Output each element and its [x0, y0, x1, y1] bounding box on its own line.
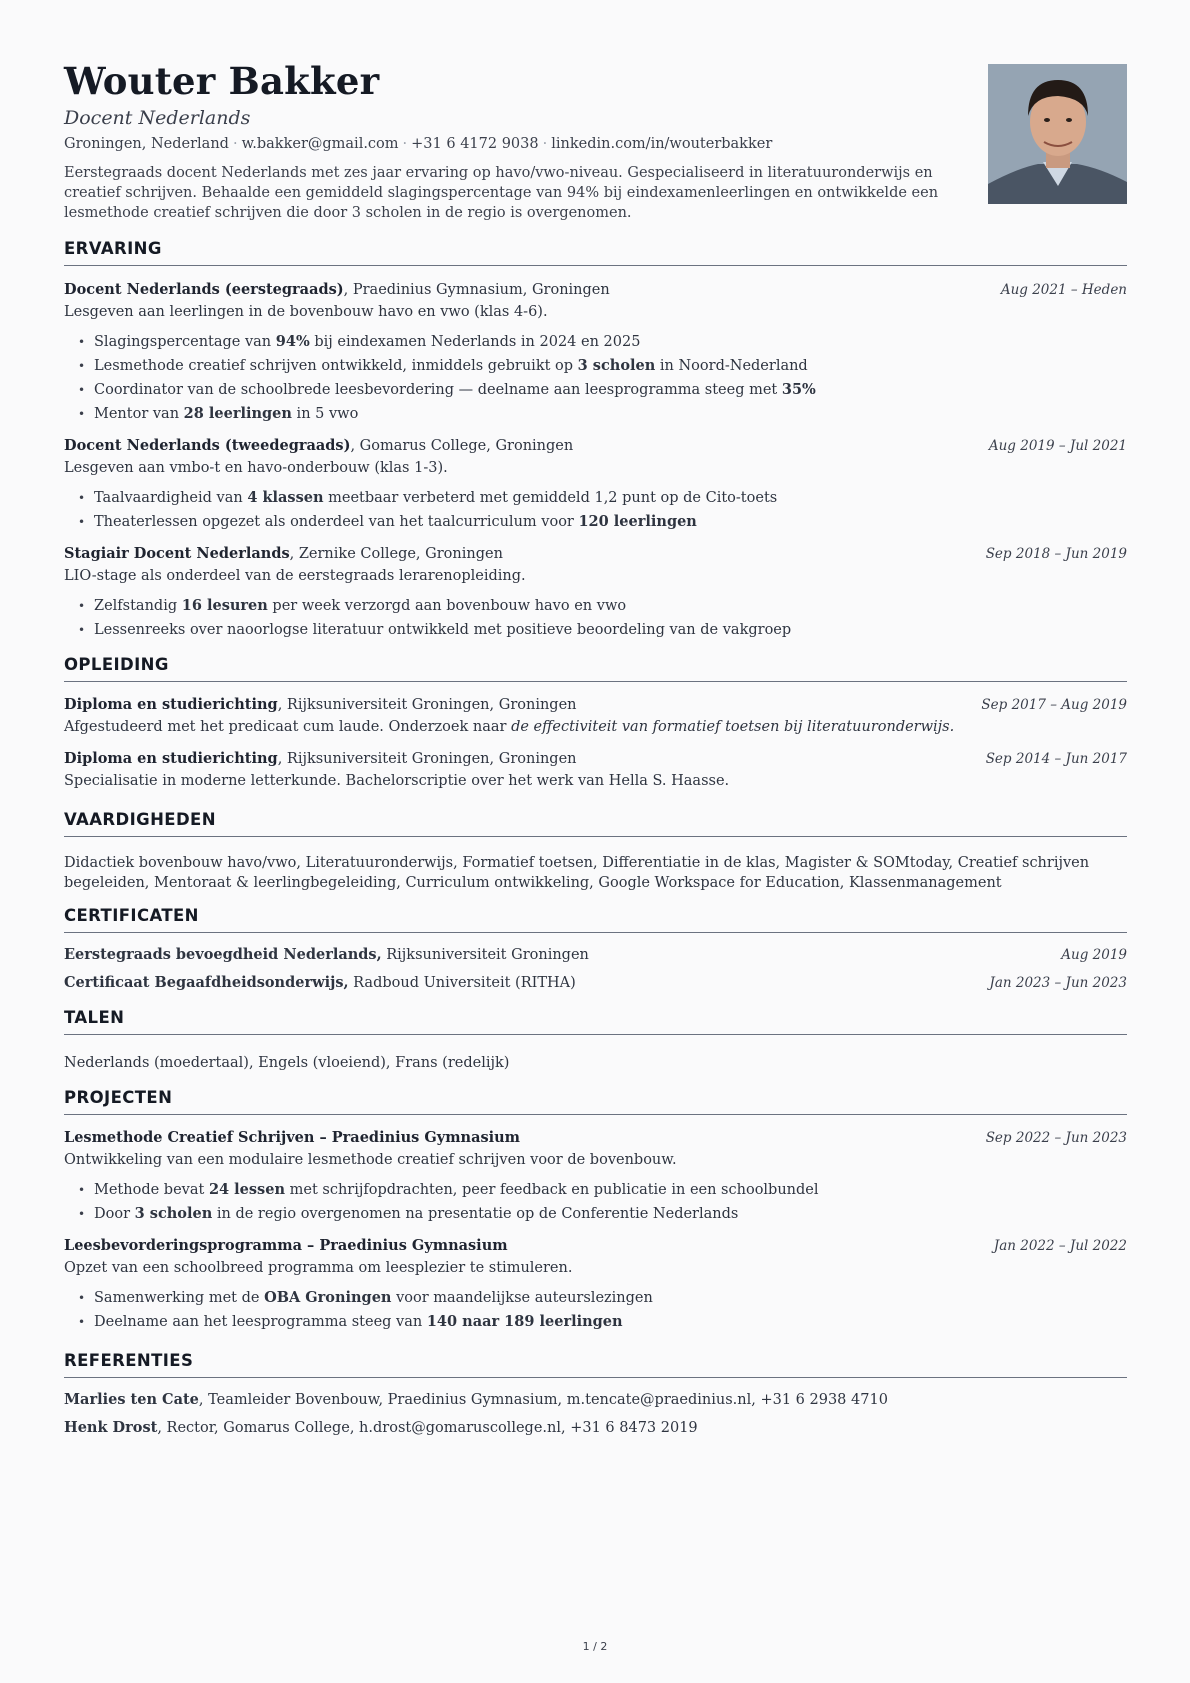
bullet-item: • Samenwerking met de OBA Groningen voor maandelijkse auteurslezingen: [78, 1286, 1127, 1310]
job-date: Aug 2021 – Heden: [1000, 282, 1127, 298]
projects-heading: PROJECTEN: [64, 1087, 1127, 1115]
job-description: LIO-stage als onderdeel van de eerstegraads lerarenopleiding.: [64, 568, 526, 584]
education-description: Afgestudeerd met het predicaat cum laude. Onderzoek naar de effectiviteit van formatief toetsen bij literatuuronderwijs.: [64, 719, 955, 735]
contact-location: Groningen, Nederland: [64, 136, 229, 152]
certificate-entry: Eerstegraads bevoegdheid Nederlands, Rijksuniversiteit Groningen Aug 2019: [64, 946, 1127, 963]
job-description: Lesgeven aan vmbo-t en havo-onderbouw (klas 1-3).: [64, 460, 448, 476]
job-org: , Gomarus College, Groningen: [350, 438, 574, 454]
skills-section: [64, 809, 1127, 893]
resume-header: [64, 60, 1127, 230]
project-title: Leesbevorderingsprogramma – Praedinius Gymnasium: [64, 1237, 508, 1254]
languages-list: Nederlands (moedertaal), Engels (vloeiend), Frans (redelijk): [64, 1055, 510, 1071]
resume-page: [64, 60, 1127, 1438]
certificates-section: [64, 905, 1127, 993]
reference-entry: Henk Drost, Rector, Gomarus College, h.drost@gomaruscollege.nl, +31 6 8473 2019: [64, 1419, 698, 1436]
project-achievements: [64, 1286, 1127, 1334]
references-section: [64, 1350, 1127, 1438]
experience-entry: [64, 280, 1127, 426]
education-entry: [64, 749, 1127, 791]
certificate-date: Jan 2023 – Jun 2023: [989, 975, 1127, 991]
job-title: Docent Nederlands (tweedegraads): [64, 437, 351, 454]
project-description: Opzet van een schoolbreed programma om leesplezier te stimuleren.: [64, 1260, 573, 1276]
education-entry: [64, 695, 1127, 737]
bullet-item: • Lesmethode creatief schrijven ontwikkeld, inmiddels gebruikt op 3 scholen in Noord-Nederland: [78, 354, 1127, 378]
project-achievements: [64, 1178, 1127, 1226]
bullet-item: • Lessenreeks over naoorlogse literatuur ontwikkeld met positieve beoordeling van de vakgroep: [78, 618, 1127, 642]
project-entry: [64, 1236, 1127, 1334]
education-description: Specialisatie in moderne letterkunde. Bachelorscriptie over het werk van Hella S. Haasse.: [64, 773, 730, 789]
job-description: Lesgeven aan leerlingen in de bovenbouw havo en vwo (klas 4-6).: [64, 304, 548, 320]
profile-summary: Eerstegraads docent Nederlands met zes jaar ervaring op havo/vwo-niveau. Gespecialiseerd in literatuuronderwijs en creatief schrijven. Behaalde een gemiddeld slagingspercentage van 94% bij eindexamenleerlingen en ontwikkelde een lesmethode creatief schrijven die door 3 scholen in de regio is overgenomen.: [64, 165, 939, 221]
candidate-name: Wouter Bakker: [64, 59, 380, 103]
projects-section: [64, 1087, 1127, 1334]
job-title: Docent Nederlands (eerstegraads): [64, 281, 344, 298]
languages-section: [64, 1007, 1127, 1073]
job-title: Stagiair Docent Nederlands: [64, 545, 290, 562]
job-org: , Praedinius Gymnasium, Groningen: [343, 282, 610, 298]
job-org: , Zernike College, Groningen: [289, 546, 503, 562]
education-date: Sep 2017 – Aug 2019: [981, 697, 1127, 713]
job-achievements: [64, 330, 1127, 426]
education-date: Sep 2014 – Jun 2017: [985, 751, 1127, 767]
bullet-item: • Methode bevat 24 lessen met schrijfopdrachten, peer feedback en publicatie in een schoolbundel: [78, 1178, 1127, 1202]
bullet-item: • Slagingspercentage van 94% bij eindexamen Nederlands in 2024 en 2025: [78, 330, 1127, 354]
bullet-item: • Mentor van 28 leerlingen in 5 vwo: [78, 402, 1127, 426]
skills-list: Didactiek bovenbouw havo/vwo, Literatuuronderwijs, Formatief toetsen, Differentiatie in de klas, Magister & SOMtoday, Creatief schrijven begeleiden, Mentoraat & leerlingbegeleiding, Curriculum ontwikkeling, Google Workspace for Education, Klassenmanagement: [64, 855, 1090, 891]
languages-heading: TALEN: [64, 1007, 1127, 1035]
bullet-item: • Taalvaardigheid van 4 klassen meetbaar verbeterd met gemiddeld 1,2 punt op de Cito-toets: [78, 486, 1127, 510]
reference-entry: Marlies ten Cate, Teamleider Bovenbouw, Praedinius Gymnasium, m.tencate@praedinius.nl, +31 6 2938 4710: [64, 1391, 888, 1408]
skills-heading: VAARDIGHEDEN: [64, 809, 1127, 837]
job-date: Aug 2019 – Jul 2021: [988, 438, 1127, 454]
certificate-entry: Certificaat Begaafdheidsonderwijs, Radboud Universiteit (RITHA) Jan 2023 – Jun 2023: [64, 974, 1127, 991]
page-number: 1 / 2: [582, 1640, 608, 1653]
candidate-role: Docent Nederlands: [64, 107, 251, 129]
degree-title: Diploma en studierichting: [64, 750, 278, 767]
experience-heading: ERVARING: [64, 238, 1127, 266]
contact-linkedin[interactable]: linkedin.com/in/wouterbakker: [551, 136, 773, 152]
bullet-item: • Deelname aan het leesprogramma steeg van 140 naar 189 leerlingen: [78, 1310, 1127, 1334]
bullet-item: • Coordinator van de schoolbrede leesbevordering — deelname aan leesprogramma steeg met 35%: [78, 378, 1127, 402]
education-org: , Rijksuniversiteit Groningen, Groningen: [277, 697, 577, 713]
contact-email[interactable]: w.bakker@gmail.com: [241, 136, 399, 152]
experience-entry: [64, 544, 1127, 642]
job-achievements: [64, 594, 1127, 642]
experience-entry: [64, 436, 1127, 534]
experience-section: [64, 238, 1127, 642]
contact-phone: +31 6 4172 9038: [411, 136, 539, 152]
project-title: Lesmethode Creatief Schrijven – Praedinius Gymnasium: [64, 1129, 521, 1146]
project-description: Ontwikkeling van een modulaire lesmethode creatief schrijven voor de bovenbouw.: [64, 1152, 677, 1168]
bullet-item: • Theaterlessen opgezet als onderdeel van het taalcurriculum voor 120 leerlingen: [78, 510, 1127, 534]
job-achievements: [64, 486, 1127, 534]
project-entry: [64, 1128, 1127, 1226]
project-date: Jan 2022 – Jul 2022: [993, 1238, 1127, 1254]
project-date: Sep 2022 – Jun 2023: [985, 1130, 1127, 1146]
bullet-item: • Zelfstandig 16 lesuren per week verzorgd aan bovenbouw havo en vwo: [78, 594, 1127, 618]
degree-title: Diploma en studierichting: [64, 696, 278, 713]
references-heading: REFERENTIES: [64, 1350, 1127, 1378]
job-date: Sep 2018 – Jun 2019: [985, 546, 1127, 562]
certificates-heading: CERTIFICATEN: [64, 905, 1127, 933]
certificate-date: Aug 2019: [1061, 947, 1127, 963]
education-section: [64, 654, 1127, 791]
contact-line: Groningen, Nederland · w.bakker@gmail.com · +31 6 4172 9038 · linkedin.com/in/wouterbakker: [64, 136, 773, 152]
education-org: , Rijksuniversiteit Groningen, Groningen: [277, 751, 577, 767]
education-heading: OPLEIDING: [64, 654, 1127, 682]
bullet-item: • Door 3 scholen in de regio overgenomen na presentatie op de Conferentie Nederlands: [78, 1202, 1127, 1226]
profile-photo: [988, 64, 1127, 204]
